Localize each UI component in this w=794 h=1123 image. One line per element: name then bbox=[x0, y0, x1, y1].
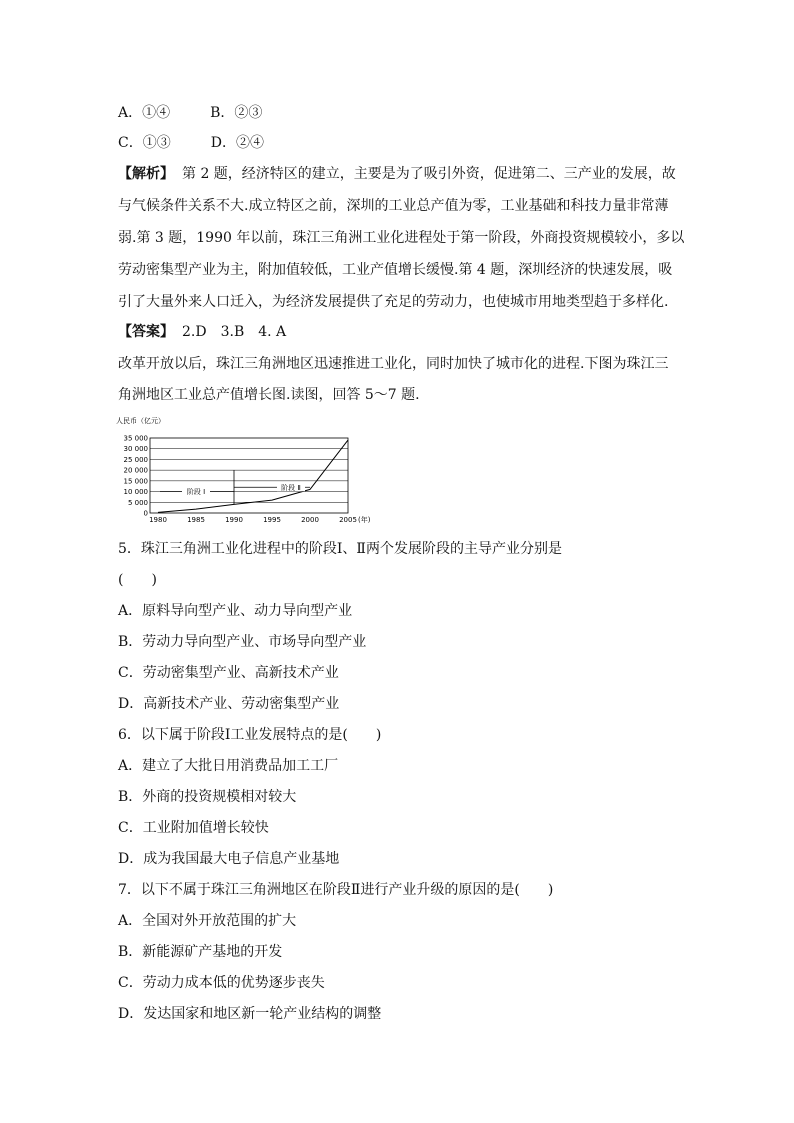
q5-paren: ( ) bbox=[118, 572, 157, 588]
industrial-output-chart bbox=[110, 410, 380, 530]
q7-option-c: C．劳动力成本低的优势逐步丧失 bbox=[118, 975, 325, 991]
y-tick-label: 30 000 bbox=[123, 445, 148, 454]
y-tick-label: 25 000 bbox=[123, 455, 148, 464]
x-tick-label: 1995 bbox=[263, 516, 281, 524]
q6-option-d: D．成为我国最大电子信息产业基地 bbox=[118, 851, 340, 867]
analysis-line-3: 弱.第 3 题，1990 年以前，珠江三角洲工业化进程处于第一阶段，外商投资规模较小，多以 bbox=[118, 230, 685, 246]
q6-option-c: C．工业附加值增长较快 bbox=[118, 820, 269, 836]
y-tick-label: 10 000 bbox=[123, 488, 148, 497]
series-line bbox=[158, 440, 348, 512]
prev-option-b: B．②③ bbox=[210, 105, 263, 121]
prev-options-row-2 bbox=[118, 133, 264, 153]
intro-line-1: 改革开放以后，珠江三角洲地区迅速推进工业化，同时加快了城市化的进程.下图为珠江三 bbox=[118, 356, 669, 372]
q6-stem: 6．以下属于阶段Ⅰ工业发展特点的是( ) bbox=[118, 727, 382, 743]
q7-option-b: B．新能源矿产基地的开发 bbox=[118, 944, 283, 960]
answer-line bbox=[118, 322, 286, 342]
stage-2-label: 阶段 Ⅱ bbox=[281, 483, 301, 492]
intro-line-2: 角洲地区工业总产值增长图.读图，回答 5～7 题. bbox=[118, 387, 420, 403]
analysis-text-1: 第 2 题，经济特区的建立，主要是为了吸引外资，促进第二、三产业的发展，故 bbox=[182, 166, 676, 182]
analysis-tag: 【解析】 bbox=[118, 166, 174, 182]
y-tick-label: 0 bbox=[143, 509, 148, 518]
answer-tag: 【答案】 bbox=[118, 324, 174, 340]
answer-text: 2.D 3.B 4. A bbox=[182, 324, 287, 340]
y-tick-label: 20 000 bbox=[123, 466, 148, 475]
analysis-line-5: 引了大量外来人口迁入，为经济发展提供了充足的劳动力，也使城市用地类型趋于多样化. bbox=[118, 294, 669, 310]
chart-x-ticks bbox=[149, 516, 357, 524]
x-tick-label: 1990 bbox=[225, 516, 243, 524]
y-tick-label: 15 000 bbox=[123, 477, 148, 486]
q7-stem: 7．以下不属于珠江三角洲地区在阶段Ⅱ进行产业升级的原因的是( ) bbox=[118, 882, 554, 898]
chart-ylabel: 人民币（亿元） bbox=[116, 417, 165, 425]
q6-option-b: B．外商的投资规模相对较大 bbox=[118, 789, 297, 805]
prev-option-a: A．①④ bbox=[118, 105, 171, 121]
y-tick-label: 35 000 bbox=[123, 434, 148, 443]
q5-option-c: C．劳动密集型产业、高新技术产业 bbox=[118, 665, 339, 681]
analysis-line-1 bbox=[118, 164, 676, 184]
q6-option-a: A．建立了大批日用消费品加工工厂 bbox=[118, 758, 339, 774]
x-tick-label: 1985 bbox=[187, 516, 205, 524]
analysis-line-4: 劳动密集型产业为主，附加值较低，工业产值增长缓慢.第 4 题，深圳经济的快速发展，吸 bbox=[118, 262, 673, 278]
q5-option-b: B．劳动力导向型产业、市场导向型产业 bbox=[118, 634, 367, 650]
chart-y-ticks bbox=[124, 435, 149, 518]
prev-option-c: C．①③ bbox=[118, 135, 171, 151]
q5-option-d: D．高新技术产业、劳动密集型产业 bbox=[118, 696, 340, 712]
q7-option-d: D．发达国家和地区新一轮产业结构的调整 bbox=[118, 1006, 382, 1022]
q7-option-a: A．全国对外开放范围的扩大 bbox=[118, 913, 297, 929]
q5-option-a: A．原料导向型产业、动力导向型产业 bbox=[118, 603, 353, 619]
prev-option-d: D．②④ bbox=[210, 135, 264, 151]
chart-gridlines bbox=[150, 449, 348, 503]
x-tick-label: 2005 bbox=[339, 516, 357, 524]
x-tick-label: 2000 bbox=[301, 516, 319, 524]
prev-options-row-1 bbox=[118, 103, 262, 123]
analysis-line-2: 与气候条件关系不大.成立特区之前，深圳的工业总产值为零，工业基础和科技力量非常薄 bbox=[118, 198, 669, 214]
q5-stem: 5．珠江三角洲工业化进程中的阶段Ⅰ、Ⅱ两个发展阶段的主导产业分别是 bbox=[118, 541, 562, 557]
plot-frame bbox=[150, 438, 348, 513]
stage-1-label: 阶段 Ⅰ bbox=[186, 488, 206, 497]
x-tick-label: 1980 bbox=[149, 516, 167, 524]
chart-xlabel: (年) bbox=[358, 516, 371, 524]
y-tick-label: 5 000 bbox=[127, 498, 148, 507]
